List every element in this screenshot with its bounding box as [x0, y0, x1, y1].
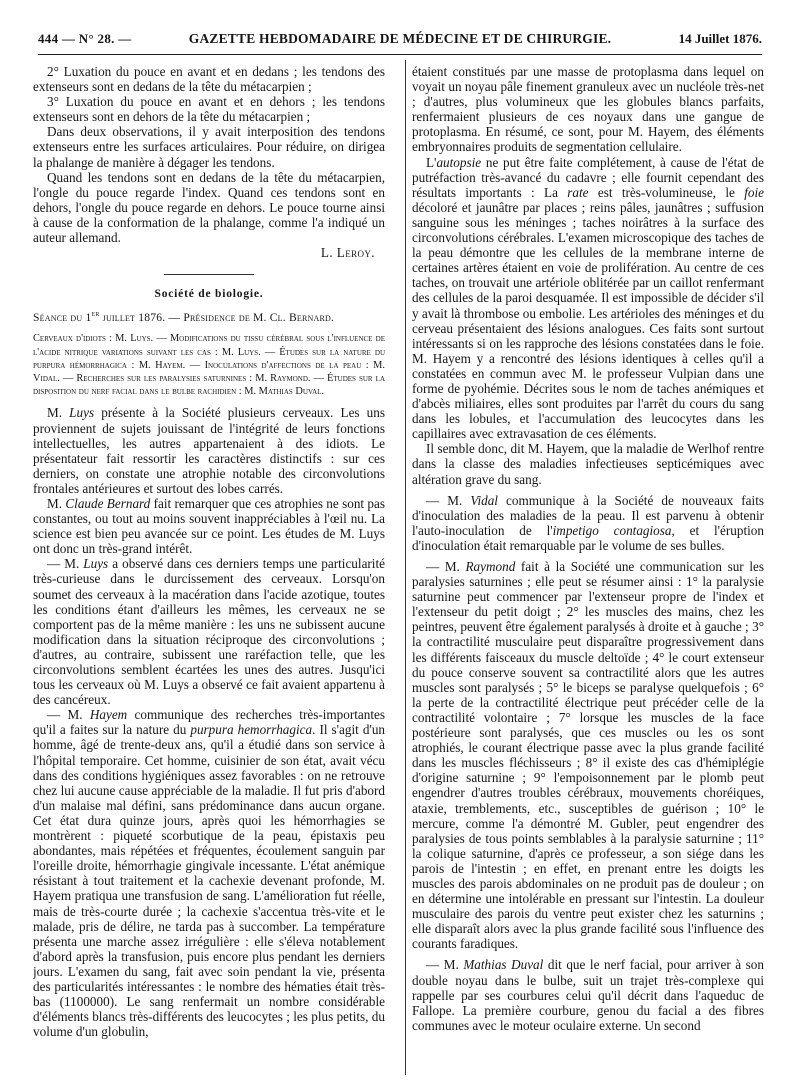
column-divider [405, 60, 406, 1075]
paragraph: M. Claude Bernard fait remarquer que ces atrophies ne sont pas constantes, ou tout au moins souvent inappréciables à l'œil nu. La science est bien peu avancée sur ce point. Les études de M. Luys ont donc un très-grand intérêt. [33, 495, 385, 557]
header-rule [38, 54, 762, 55]
session-summary: Cerveaux d'idiots : M. Luys. — Modifications du tissu cérébral sous l'influence de l'acide nitrique variations suivant les cas : M. Luys. — Études sur la nature du purpura hémorrhagica : M. Hayem. — Inoculations d'affections de la peau : M. Vidal. — Recherches sur les paralysies saturnines : M. Raymond. — Études sur la disposition du nerf facial dans le bulbe rachidien : M. Mathias Duval. [33, 333, 385, 398]
paragraph: — M. Mathias Duval dit que le nerf facial, pour arriver à son double noyau dans le bulbe, suit un trajet très-complexe qui rappelle par ses courbures celui qu'il décrit dans l'aqueduc de Fallope. La première courbure, genou du facial a des fibres communes avec le moteur oculaire externe. Un second [412, 957, 764, 1033]
paragraph: Il semble donc, dit M. Hayem, que la maladie de Werlhof rentre dans la classe des maladies infectieuses septicémiques avec altération grave du sang. [412, 441, 764, 487]
paragraph: — M. Luys a observé dans ces derniers temps une particularité très-curieuse dans le durcissement des cerveaux. Lorsqu'on soumet des cerveaux à la macération dans l'acide azotique, toutes les conditions étant d'ailleurs les mêmes, les cerveaux ne se comportent pas de la même manière : les uns ne subissent aucune modification dans la situation réciproque des circonvolutions ; d'autres, au contraire, subissent une raréfaction telle, que les circonvolutions semblent écartées les unes des autres. Jusqu'ici tous les cerveaux où M. Luys a observé ce fait avaient appartenu à des cancéreux. [33, 556, 385, 708]
page-header [38, 20, 762, 60]
section-separator [164, 274, 254, 275]
paragraph: M. Luys présente à la Société plusieurs cerveaux. Les uns proviennent de sujets jouissant de l'intégrité de leurs fonctions intellectuelles, les autres appartenaient à des idiots. Le présentateur fait ressortir les caractères distinctifs : sur ces derniers, on constate une atrophie notable des circonvolutions frontales antérieures et surtout des lobes carrés. [33, 405, 385, 496]
paragraph: L'autopsie ne put être faite complétement, à cause de l'état de putréfaction très-avancé du cadavre ; elle fournit cependant des résultats importants : La rate est très-volumineuse, le foie décoloré et jaunâtre par places ; reins pâles, jaunâtres ; suffusion sanguine sous les méninges ; taches noirâtres à la surface des circonvolutions cérébrales. L'examen microscopique des taches de la peau démontre que les cellules de la membrane interne de certaines artères étaient en voie de prolifération. Au centre de ces taches, on trouvait une artériole oblitérée par un caillot renfermant des cellules de la paroi desquamée. Il est impossible de décider s'il y avait là thrombose ou embolie. Les artérioles des méninges et du cerveau présentaient des lésions analogues. Ces faits sont surtout intéressants si on les rapproche des lésions constatées dans le foie. M. Hayem y a rencontré des lésions identiques à celles qu'il a constatées en commun avec M. le professeur Vulpian dans une forme de pyohémie. Décrites sous le nom de taches anémiques et d'abcès miliaires, elles sont produites par l'arrêt du cours du sang dans les lobules, et l'accumulation des leucocytes dans les capillaires avec extravasation de ces éléments. [412, 154, 764, 442]
paragraph: Dans deux observations, il y avait interposition des tendons extenseurs entre les surfaces articulaires. Pour réduire, on dirigea la phalange de manière à dégager les tendons. [33, 124, 385, 170]
session-heading: Séance du 1er juillet 1876. — Présidence de M. Cl. Bernard. [33, 309, 335, 325]
journal-title: GAZETTE HEBDOMADAIRE DE MÉDECINE ET DE CHIRURGIE. [188, 31, 612, 46]
paragraph: étaient constitués par une masse de protoplasma dans lequel on voyait un noyau pâle finement granuleux avec un nucléole très-net ; d'autres, plus volumineux que les globules blancs parfaits, renfermaient plusieurs de ces noyaux dans une gangue de protoplasma. En résumé, ce sont, pour M. Hayem, des éléments embryonnaires produits de segmentation cellulaire. [412, 64, 764, 155]
left-column [33, 64, 385, 1084]
paragraph: — M. Hayem communique des recherches très-importantes qu'il a faites sur la nature du purpura hemorrhagica. Il s'agit d'un homme, âgé de trente-deux ans, qu'il a étudié dans son service à l'hôpital temporaire. Cet homme, cuisinier de son état, avait vécu dans des conditions hygiéniques assez favorables : on ne retrouve chez lui aucune cause appréciable de la maladie. Il fut pris d'abord d'un malaise mal défini, sans prédominance dans aucun organe. Cet état dura quinze jours, après quoi les hémorrhagies se montrèrent : piqueté scorbutique de la peau, épistaxis peu abondantes, mais répétées et fréquentes, écoulement sanguin par l'oreille droite, hémorrhagie gingivale incessante. L'état anémique résistant à tout traitement et la cachexie devenant profonde, M. Hayem pratiqua une transfusion de sang. L'amélioration fut réelle, mais de très-courte durée ; la cachexie s'accentua très-vite et le malade, pris de délire, ne tarda pas à succomber. La température présenta une marche assez irrégulière : elle s'éleva notablement d'abord après la transfusion, puis encore plus pendant les derniers jours. L'examen du sang, fait avec soin pendant la vie, présenta des particularités intéressantes : le nombre des hématies était très-bas (1100000). Le sang renfermait un nombre considérable d'éléments blancs très-différents des leucocytes ; les plus petits, du volume d'un globulin, [33, 707, 385, 1040]
right-column [412, 64, 764, 1084]
paragraph: — M. Vidal communique à la Société de nouveaux faits d'inoculation des maladies de la peau. Il est parvenu à obtenir l'auto-inoculation de l'impetigo contagiosa, et l'éruption d'inoculation était remarquable par le volume de ses bulles. [412, 492, 764, 553]
author-signature: L. Leroy. [320, 245, 375, 261]
folio: 444 — N° 28. — [38, 31, 132, 46]
paragraph: 2° Luxation du pouce en avant et en dedans ; les tendons des extenseurs sont en dedans de la tête du métacarpien ; [33, 64, 385, 95]
paragraph: — M. Raymond fait à la Société une communication sur les paralysies saturnines ; elle peut se résumer ainsi : 1° la paralysie saturnine peut commencer par l'extenseur propre de l'index et l'extenseur du petit doigt ; 2° les muscles des mains, chez les peintres, peuvent être également paralysés à droite et à gauche ; 3° la contractilité musculaire peut disparaître progressivement dans les différents faisceaux du muscle deltoïde ; 4° le court extenseur du pouce conserve souvent sa contractilité alors que les autres muscles sont paralysés ; 5° le biceps se paralyse quelquefois ; 6° la perte de la contractilité électrique peut précéder celle de la contractilité volontaire ; 7° lorsque les muscles de la face postérieure sont paralysés, que ces muscles ou les os sont atrophiés, le courant électrique passe avec la plus grande facilité dans les muscles fléchisseurs ; 8° il existe des cas d'hémiplégie d'origine saturnine ; 9° l'empoisonnement par le plomb peut engendrer d'autres troubles cérébraux, mouvements choréiques, ataxie, tremblements, etc., susceptibles de guérison ; 10° le mercure, comme l'a démontré M. Gubler, peut engendrer des paralysies de tous points semblables à la paralysie saturnine ; 11° la colique saturnine, d'après ce professeur, a son siége dans les parois de l'intestin ; en effet, en prenant entre les doigts les muscles des parois abdominales on ne produit pas de douleur ; on en détermine une intolérable en pressant sur l'intestin. La douleur musculaire des parois du ventre peut exister chez les saturnins ; elle disparaît alors avec la plus grande facilité sous l'influence des courants faradiques. [412, 559, 764, 952]
issue-date: 14 Juillet 1876. [678, 31, 762, 46]
paragraph: Quand les tendons sont en dedans de la tête du métacarpien, l'ongle du pouce regarde l'index. Quand ces tendons sont en dehors, l'ongle du pouce regarde en dehors. Le pouce tourne ainsi à cause de la conformation de la phalange, comme l'a indiqué un auteur allemand. [33, 169, 385, 246]
paragraph: 3° Luxation du pouce en avant et en dehors ; les tendons extenseurs sont en dehors de la tête du métacarpien ; [33, 94, 385, 125]
section-title: Société de biologie. [154, 288, 264, 301]
